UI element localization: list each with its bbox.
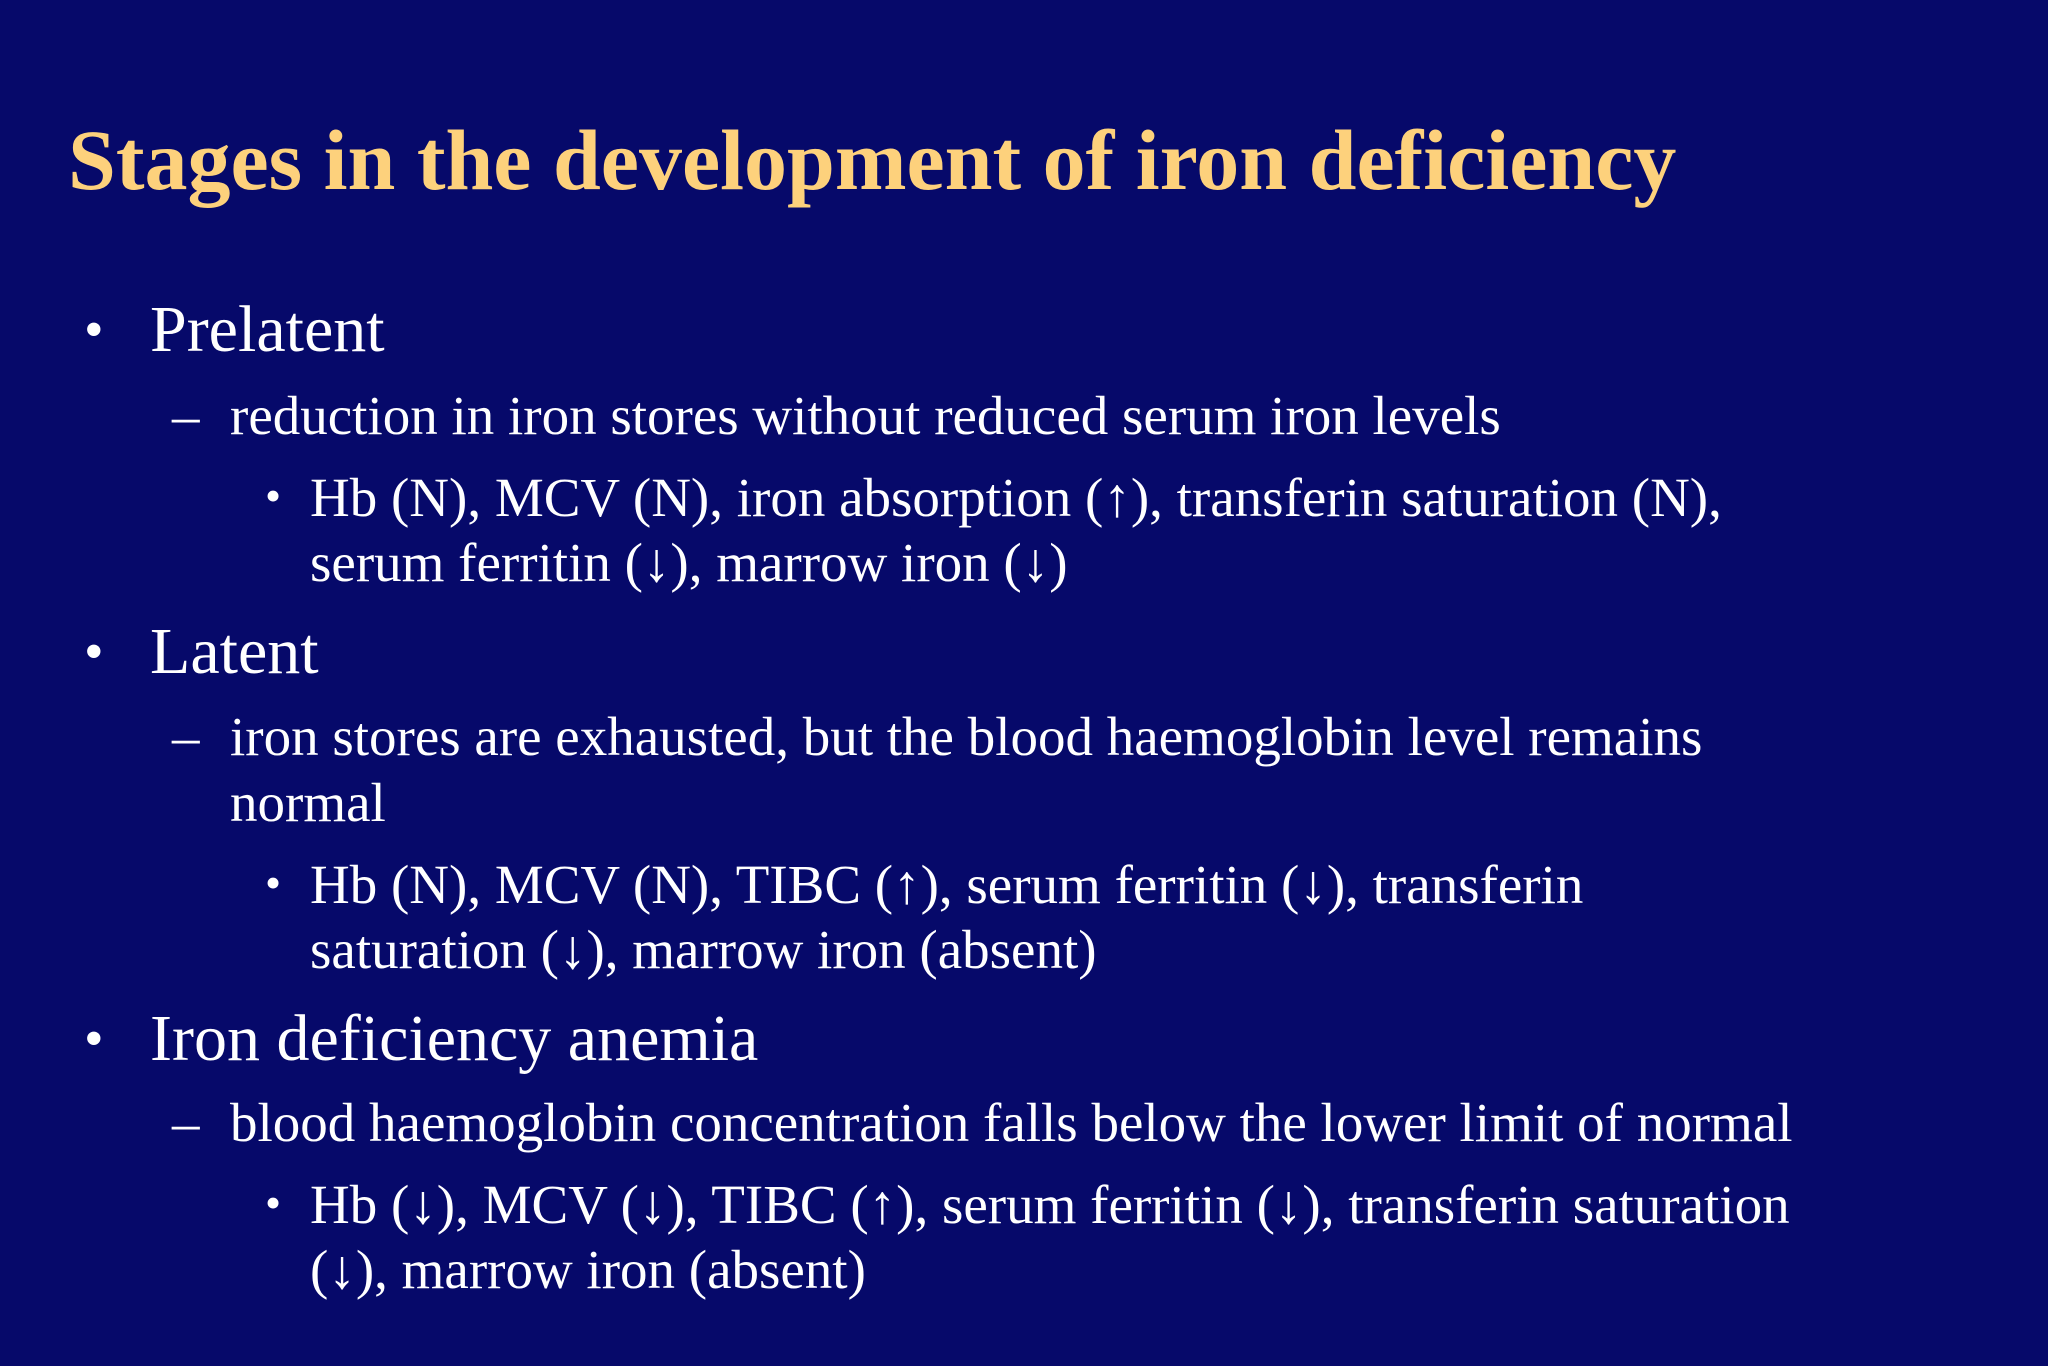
small-bullet-icon: • (265, 1177, 282, 1228)
detail-item (265, 465, 1722, 595)
bullet-icon: • (84, 299, 104, 361)
detail-text-line: Hb (↓), MCV (↓), TIBC (↑), serum ferritin (↓), transferin saturation (310, 1174, 1790, 1235)
bullet-icon: • (84, 621, 104, 683)
bullet-label: Iron deficiency anemia (150, 1002, 759, 1075)
sub-bullet-text-line: normal (230, 772, 386, 833)
bullet-item-latent (84, 612, 319, 692)
bullet-item-iron-deficiency-anemia (84, 999, 759, 1079)
detail-text-line: (↓), marrow iron (absent) (310, 1239, 866, 1300)
detail-item (265, 1172, 1790, 1302)
slide-title: Stages in the development of iron deficiency (68, 112, 1677, 208)
dash-icon: – (172, 385, 200, 446)
detail-text-line: Hb (N), MCV (N), TIBC (↑), serum ferritin (↓), transferin (310, 854, 1584, 915)
dash-icon: – (172, 706, 200, 767)
detail-item (265, 852, 1584, 982)
sub-bullet-text: reduction in iron stores without reduced serum iron levels (230, 385, 1501, 446)
sub-bullet-item (172, 704, 1703, 836)
small-bullet-icon: • (265, 470, 282, 521)
bullet-icon: • (84, 1008, 104, 1070)
sub-bullet-item (172, 383, 1501, 449)
bullet-label: Latent (150, 615, 319, 688)
bullet-label: Prelatent (150, 293, 385, 366)
sub-bullet-text-line: iron stores are exhausted, but the blood haemoglobin level remains (230, 706, 1703, 767)
detail-text-line: serum ferritin (↓), marrow iron (↓) (310, 532, 1068, 593)
detail-text-line: saturation (↓), marrow iron (absent) (310, 919, 1097, 980)
sub-bullet-text: blood haemoglobin concentration falls below the lower limit of normal (230, 1092, 1793, 1153)
sub-bullet-item (172, 1090, 1793, 1156)
dash-icon: – (172, 1092, 200, 1153)
small-bullet-icon: • (265, 857, 282, 908)
bullet-item-prelatent (84, 290, 385, 370)
detail-text-line: Hb (N), MCV (N), iron absorption (↑), transferin saturation (N), (310, 467, 1722, 528)
